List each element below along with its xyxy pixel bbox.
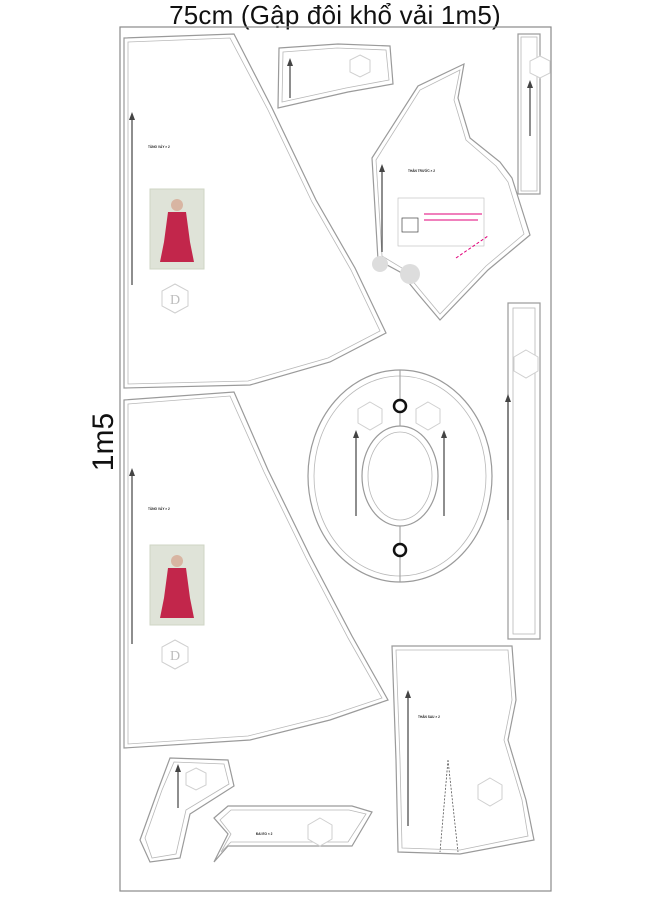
- collar-piece-bottom: [140, 758, 234, 862]
- fabric-length-label: 1m5: [87, 412, 120, 472]
- front-bodice-piece: [372, 64, 530, 320]
- back-bodice-piece: [392, 646, 534, 854]
- back-bodice-label: THÂN SAU × 2: [418, 715, 440, 719]
- svg-text:D: D: [170, 293, 181, 308]
- skirt-label-2: TÙNG VÁY × 2: [148, 507, 170, 511]
- front-bodice-label: THÂN TRƯỚC × 2: [408, 169, 436, 173]
- page-title: 75cm (Gập đôi khổ vải 1m5): [169, 0, 501, 30]
- collar-piece-top: [278, 44, 393, 108]
- skirt-label: TÙNG VÁY × 2: [148, 145, 170, 149]
- waistband-piece: [214, 806, 372, 862]
- collar-oval-piece: [308, 370, 492, 582]
- strap-piece-top: [518, 34, 550, 194]
- strap-piece-mid: [505, 303, 540, 639]
- waistband-label: ĐAI EO × 2: [256, 832, 273, 836]
- svg-text:D: D: [170, 649, 181, 664]
